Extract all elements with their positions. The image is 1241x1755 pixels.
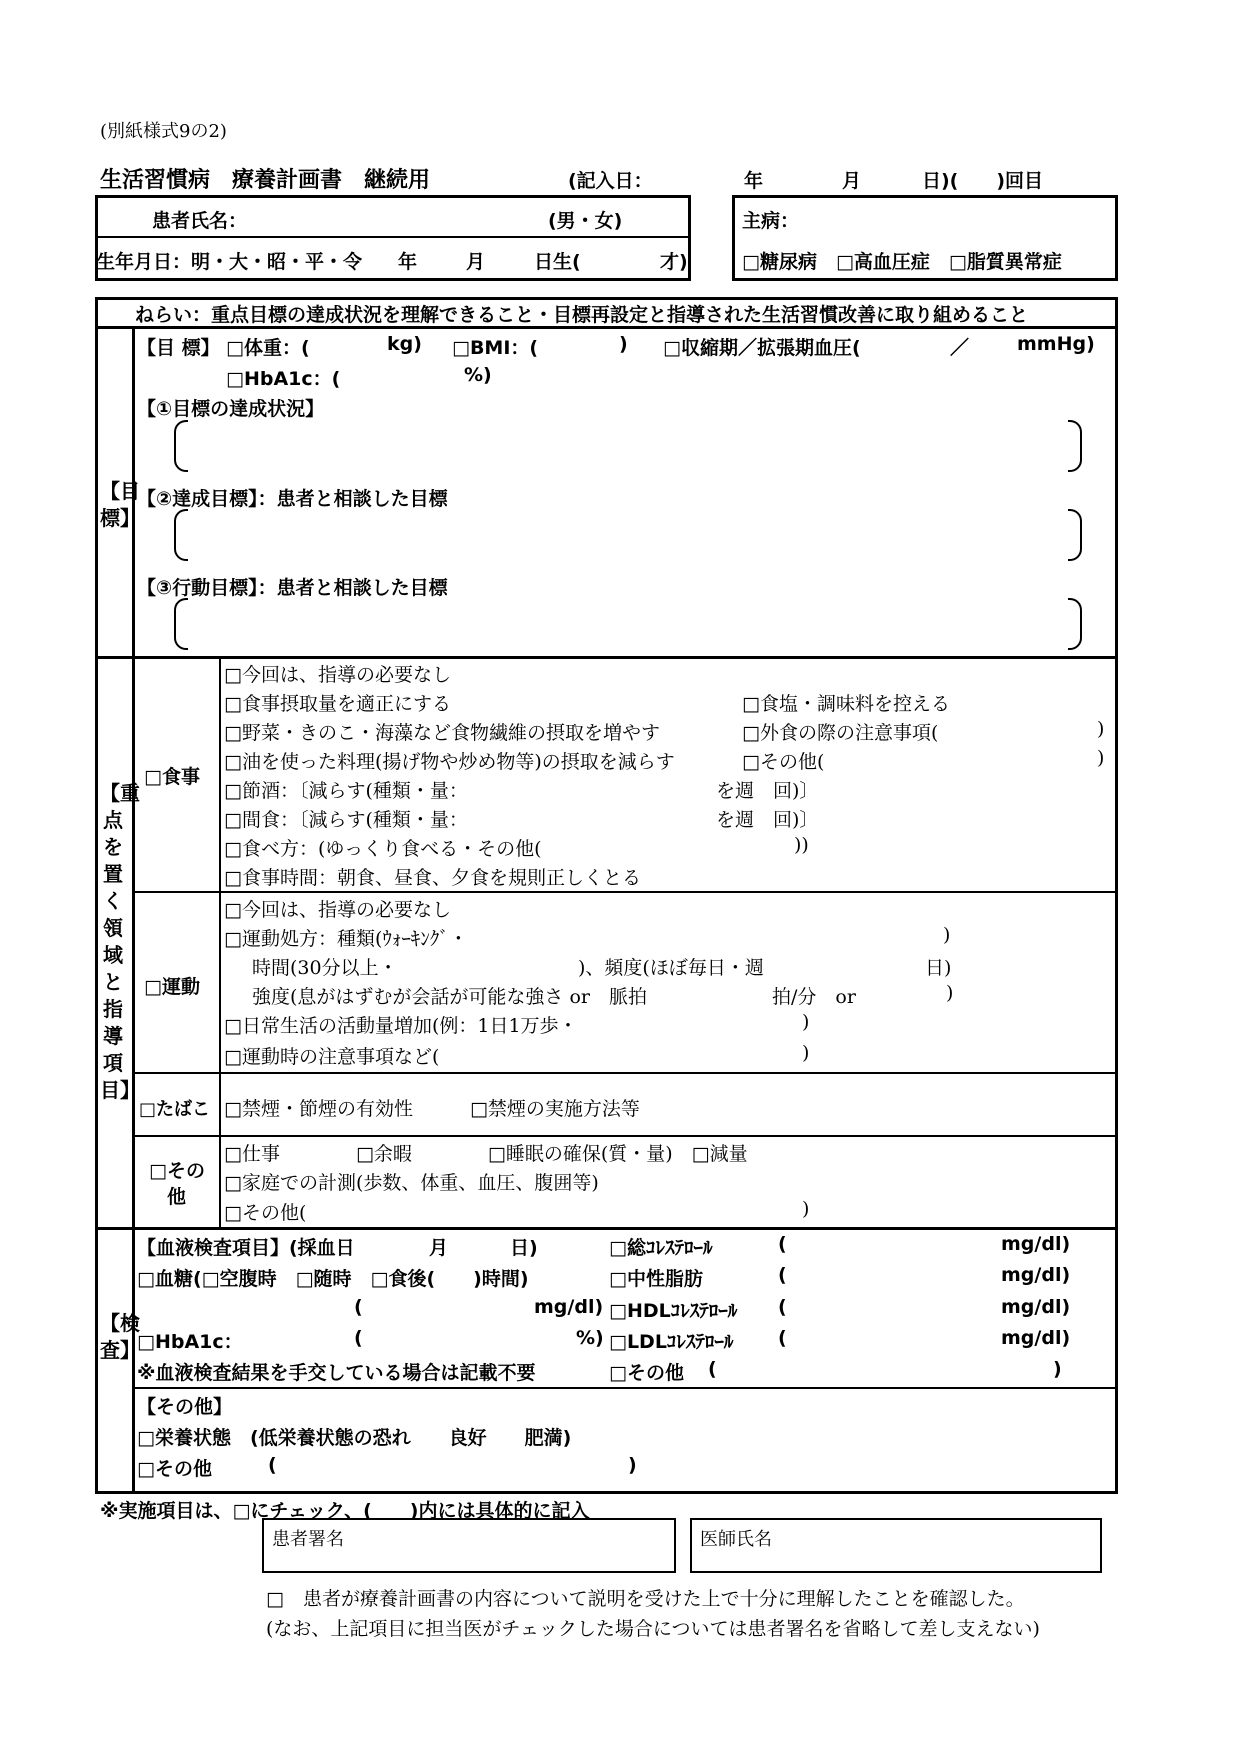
diet-right-1[interactable]: □食塩・調味料を控える [742, 693, 950, 715]
exercise-line-5-close: ) [802, 1011, 810, 1033]
blood-test-day: 日) [510, 1237, 538, 1259]
achieve-goal-label: 【②達成目標】：患者と相談した目標 [137, 488, 448, 510]
patient-signature-label: 患者署名 [272, 1529, 344, 1550]
patient-name-label: 患者氏名： [152, 210, 248, 232]
ldl-open: ( [778, 1327, 787, 1349]
other-line-1[interactable]: □仕事 □余暇 □睡眠の確保(質・量) □減量 [224, 1143, 748, 1165]
exercise-line-5[interactable]: □日常生活の活動量増加(例：1日1万歩・ [224, 1015, 578, 1037]
birth-date-label: 生年月日：明・大・昭・平・令 [96, 251, 363, 273]
exercise-label[interactable]: □運動 [144, 976, 200, 998]
lipid-other-open: ( [708, 1358, 717, 1380]
tobacco-label[interactable]: □たばこ [139, 1099, 211, 1120]
birth-month: 月 [466, 251, 486, 273]
tobacco-line[interactable]: □禁煙・節煙の有効性 □禁煙の実施方法等 [224, 1098, 640, 1120]
glucose-unit: mg/dl) [534, 1296, 604, 1318]
other-test-field[interactable]: □その他 [137, 1458, 212, 1480]
bp-unit: mmHg) [1017, 333, 1095, 355]
total-cholesterol-open: ( [778, 1233, 787, 1255]
nutrition-field[interactable]: □栄養状態 (低栄養状態の恐れ 良好 肥満) [137, 1427, 572, 1449]
other-line-3[interactable]: □その他( [224, 1202, 307, 1224]
lipid-other-close: ) [1053, 1358, 1062, 1380]
goals-section-label: 【目標】 [100, 479, 140, 530]
blood-test-title: 【血液検査項目】(採血日 [137, 1237, 355, 1259]
other-label-2: 他 [167, 1186, 187, 1208]
glucose-value-open: ( [354, 1296, 363, 1318]
entry-date-label: (記入日： [568, 170, 653, 192]
entry-month: 月 [842, 170, 862, 192]
diet-line-6[interactable]: □間食：〔減らす(種類・量： [224, 809, 468, 831]
diet-line-7[interactable]: □食べ方：(ゆっくり食べる・その他( [224, 838, 542, 860]
diet-right-3-close: ) [1097, 747, 1105, 769]
exercise-line-2-close: ) [943, 924, 951, 946]
entry-day-times: 日)( )回目 [922, 170, 1044, 192]
total-cholesterol-unit: mg/dl) [1001, 1233, 1071, 1255]
focus-section-label: 【重点を置く領域と指導項目】 [100, 781, 140, 1102]
hdl-field[interactable]: □HDLｺﾚｽﾃﾛｰﾙ [609, 1300, 738, 1322]
eating-close: )) [794, 834, 809, 856]
other-test-title: 【その他】 [137, 1396, 233, 1418]
disease-label: 主病： [742, 210, 800, 232]
bmi-close: ) [619, 333, 628, 355]
target-label: 【目 標】 [137, 337, 220, 359]
blood-test-month: 月 [429, 1237, 449, 1259]
birth-day-age: 日生( [534, 251, 581, 273]
total-cholesterol-field[interactable]: □総ｺﾚｽﾃﾛｰﾙ [609, 1237, 713, 1259]
blood-test-note: ※血液検査結果を手交している場合は記載不要 [137, 1362, 536, 1384]
exercise-time[interactable]: 時間(30分以上・ [252, 957, 398, 979]
triglyceride-open: ( [778, 1264, 787, 1286]
patient-signature-box[interactable] [262, 1518, 676, 1573]
hba1c-value-open: ( [354, 1327, 363, 1349]
exercise-intensity[interactable]: 強度(息がはずむが会話が可能な強さ or 脈拍 [252, 986, 647, 1008]
other-line-2[interactable]: □家庭での計測(歩数、体重、血圧、腹囲等) [224, 1172, 599, 1194]
age-close: 才) [660, 251, 688, 273]
exercise-pulse-unit: 拍/分 or [772, 986, 856, 1008]
triglyceride-unit: mg/dl) [1001, 1264, 1071, 1286]
hba1c-test-unit: %) [576, 1327, 604, 1349]
aim-text: ねらい：重点目標の達成状況を理解できること・目標再設定と指導された生活習慣改善に取り組めること [135, 304, 1029, 326]
bp-slash: ／ [950, 337, 970, 359]
achieve-goal-bracket-right [1068, 509, 1082, 561]
glucose-field[interactable]: □血糖(□空腹時 □随時 □食後( )時間) [137, 1268, 529, 1290]
snack-frequency: を週 回)〕 [716, 809, 819, 831]
achievement-label: 【①目標の達成状況】 [137, 398, 325, 420]
action-goal-label: 【③行動目標】：患者と相談した目標 [137, 577, 448, 599]
exercise-frequency[interactable]: )、頻度(ほぼ毎日・週 [578, 957, 764, 979]
page-title: 生活習慣病 療養計画書 継続用 [100, 168, 431, 193]
diet-right-2-close: ) [1097, 718, 1105, 740]
bmi-field[interactable]: □BMI：( [452, 337, 539, 359]
footer-note: ※実施項目は、□にチェック、( )内には具体的に記入 [100, 1500, 590, 1522]
ldl-unit: mg/dl) [1001, 1327, 1071, 1349]
achieve-goal-bracket-left [174, 509, 188, 561]
doctor-name-label: 医師氏名 [700, 1529, 772, 1550]
exercise-line-6[interactable]: □運動時の注意事項など( [224, 1046, 440, 1068]
lipid-other-field[interactable]: □その他 [609, 1362, 684, 1384]
form-number: (別紙様式9の2) [100, 121, 227, 142]
diet-line-3[interactable]: □野菜・きのこ・海藻など食物繊維の摂取を増やす [224, 722, 660, 744]
hdl-open: ( [778, 1296, 787, 1318]
achievement-bracket-left [174, 420, 188, 472]
diet-line-2[interactable]: □食事摂取量を適正にする [224, 693, 451, 715]
weight-unit: kg) [387, 333, 422, 355]
action-goal-bracket-left [174, 598, 188, 650]
achievement-bracket-right [1068, 420, 1082, 472]
diet-line-1[interactable]: □今回は、指導の必要なし [224, 664, 451, 686]
doctor-name-box[interactable] [690, 1518, 1102, 1573]
diet-line-5[interactable]: □節酒：〔減らす(種類・量： [224, 780, 468, 802]
tests-section-label: 【検査】 [100, 1311, 140, 1362]
hba1c-test-field[interactable]: □HbA1c： [137, 1331, 243, 1353]
patient-sex[interactable]: (男・女) [548, 210, 623, 232]
birth-year: 年 [398, 251, 418, 273]
other-test-close: ) [628, 1454, 637, 1476]
hdl-unit: mg/dl) [1001, 1296, 1071, 1318]
diet-line-4[interactable]: □油を使った料理(揚げ物や炒め物等)の摂取を減らす [224, 751, 675, 773]
diet-right-3[interactable]: □その他( [742, 751, 825, 773]
action-goal-bracket-right [1068, 598, 1082, 650]
weight-field[interactable]: □体重：( [226, 337, 310, 359]
bp-field[interactable]: □収縮期／拡張期血圧( [663, 337, 861, 359]
exercise-line-2[interactable]: □運動処方：種類(ｳｫｰｷﾝｸﾞ・ [224, 928, 468, 950]
diet-right-2[interactable]: □外食の際の注意事項( [742, 722, 939, 744]
exercise-intensity-close: ) [946, 982, 954, 1004]
confirmation-note: (なお、上記項目に担当医がチェックした場合については患者署名を省略して差し支えない) [266, 1618, 1040, 1640]
other-line-3-close: ) [802, 1198, 810, 1220]
exercise-frequency-end: 日) [925, 957, 952, 979]
exercise-line-6-close: ) [802, 1042, 810, 1064]
ldl-field[interactable]: □LDLｺﾚｽﾃﾛｰﾙ [609, 1331, 734, 1353]
diet-label[interactable]: □食事 [144, 766, 200, 788]
disease-options[interactable]: □糖尿病 □高血圧症 □脂質異常症 [742, 251, 1062, 273]
diet-line-8[interactable]: □食事時間：朝食、昼食、夕食を規則正しくとる [224, 867, 641, 889]
confirmation-checkbox[interactable]: □ 患者が療養計画書の内容について説明を受けた上で十分に理解したことを確認した。 [266, 1588, 1025, 1610]
triglyceride-field[interactable]: □中性脂肪 [609, 1268, 703, 1290]
exercise-line-1[interactable]: □今回は、指導の必要なし [224, 899, 451, 921]
other-label-1[interactable]: □その [149, 1160, 205, 1182]
other-test-open: ( [268, 1454, 277, 1476]
alcohol-frequency: を週 回)〕 [716, 780, 819, 802]
hba1c-target-unit: %) [464, 364, 492, 386]
hba1c-target-field[interactable]: □HbA1c：( [226, 368, 341, 390]
entry-year: 年 [744, 170, 764, 192]
